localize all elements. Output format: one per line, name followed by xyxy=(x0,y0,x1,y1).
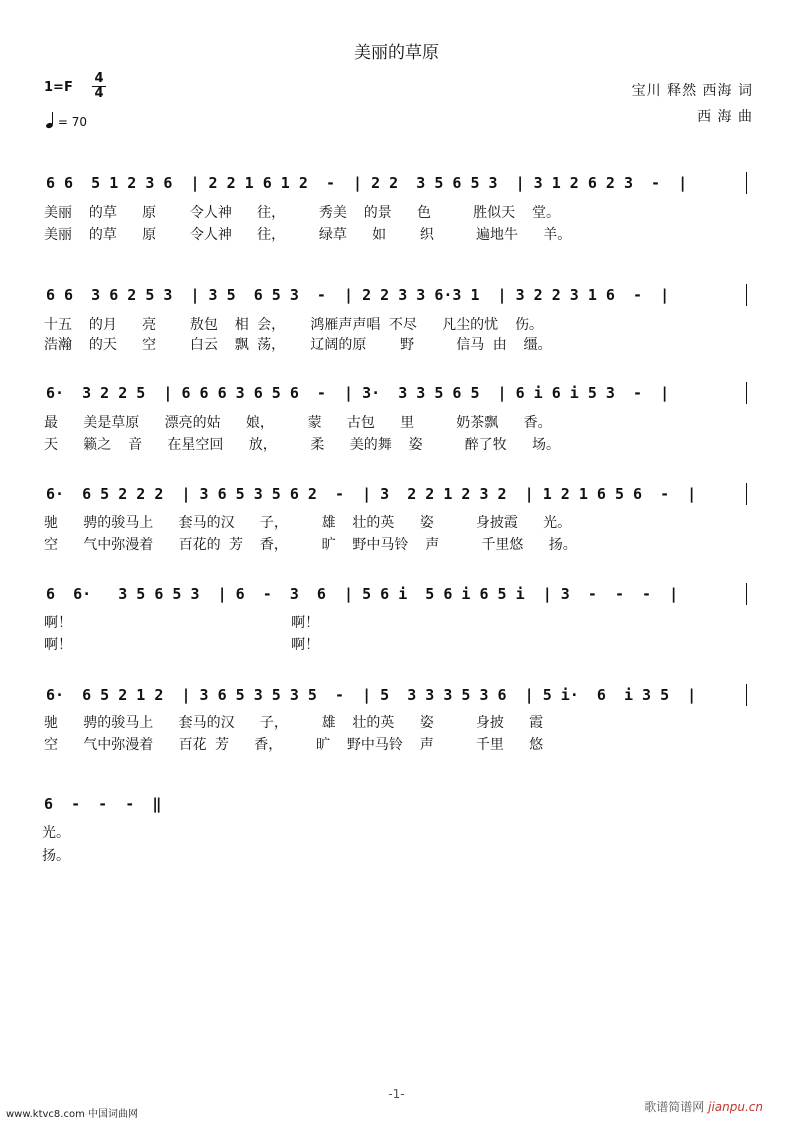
page-number: -1- xyxy=(388,1087,405,1101)
barline xyxy=(746,684,747,706)
lyrics-row-1-verse-2: 美丽 的草 原 令人神 往， 绿草 如 织 遍地牛 羊。 xyxy=(44,227,572,243)
lyrics-row-7-verse-1: 光。 xyxy=(42,825,70,841)
notation-row-3: 6· 3 2 2 5 | 6 6 6 3 6 5 6 - | 3· 3 3 5 6 5 | 6 i 6 i 5 3 - | xyxy=(46,384,670,402)
lyrics-row-7-verse-2: 扬。 xyxy=(42,848,70,864)
barline xyxy=(746,483,747,505)
lyrics-row-2-verse-2: 浩瀚 的天 空 白云 飘 荡， 辽阔的原 野 信马 由 缰。 xyxy=(44,337,552,353)
barline xyxy=(746,172,747,194)
footer-source: www.ktvc8.com 中国词曲网 xyxy=(6,1109,139,1120)
time-numerator: 4 xyxy=(92,72,106,87)
page-title: 美丽的草原 xyxy=(354,43,439,63)
notation-row-5: 6 6· 3 5 6 5 3 | 6 - 3 6 | 5 6 i 5 6 i 6 5 i | 3 - - - | xyxy=(46,585,679,603)
time-denominator: 4 xyxy=(94,86,104,101)
lyrics-row-4-verse-2: 空 气中弥漫着 百花的 芳 香， 旷 野中马铃 声 千里悠 扬。 xyxy=(44,537,577,553)
notation-row-2: 6 6 3 6 2 5 3 | 3 5 6 5 3 - | 2 2 3 3 6·3 1 | 3 2 2 3 1 6 - | xyxy=(46,286,670,304)
notation-row-6: 6· 6 5 2 1 2 | 3 6 5 3 5 3 5 - | 5 3 3 3 5 3 6 | 5 i· 6 i 3 5 | xyxy=(46,686,697,704)
lyrics-row-5-verse-2: 啊！ 啊！ xyxy=(44,637,320,653)
lyricist-credit: 宝川 释然 西海 词 xyxy=(631,83,753,99)
lyrics-row-2-verse-1: 十五 的月 亮 敖包 相 会， 鸿雁声声唱 不尽 凡尘的忧 伤。 xyxy=(44,317,544,333)
tempo-value: = 70 xyxy=(57,115,87,129)
footer-watermark xyxy=(644,1098,763,1115)
barline xyxy=(746,284,747,306)
watermark-label: 歌谱简谱网 xyxy=(644,1100,705,1114)
lyrics-row-6-verse-2: 空 气中弥漫着 百花 芳 香， 旷 野中马铃 声 千里 悠 xyxy=(44,737,544,753)
notation-row-7: 6 - - - ‖ xyxy=(44,795,162,813)
lyrics-row-3-verse-1: 最 美是草原 漂亮的姑 娘， 蒙 古包 里 奶茶飘 香。 xyxy=(44,415,552,431)
lyrics-row-4-verse-1: 驰 骋的骏马上 套马的汉 子， 雄 壮的英 姿 身披霞 光。 xyxy=(44,515,572,531)
lyrics-row-5-verse-1: 啊！ 啊！ xyxy=(44,615,320,631)
lyrics-row-1-verse-1: 美丽 的草 原 令人神 往， 秀美 的景 色 胜似天 堂。 xyxy=(44,205,561,221)
notation-row-1: 6 6 5 1 2 3 6 | 2 2 1 6 1 2 - | 2 2 3 5 6 5 3 | 3 1 2 6 2 3 - | xyxy=(46,174,688,192)
notation-row-4: 6· 6 5 2 2 2 | 3 6 5 3 5 6 2 - | 3 2 2 1 2 3 2 | 1 2 1 6 5 6 - | xyxy=(46,485,697,503)
barline xyxy=(746,583,747,605)
tempo-marking xyxy=(46,114,87,129)
lyrics-row-3-verse-2: 天 籁之 音 在星空回 放， 柔 美的舞 姿 醉了牧 场。 xyxy=(44,437,561,453)
lyrics-row-6-verse-1: 驰 骋的骏马上 套马的汉 子， 雄 壮的英 姿 身披 霞 xyxy=(44,715,544,731)
key-signature: 1=F xyxy=(44,80,73,95)
barline xyxy=(746,382,747,404)
watermark-brand: jianpu.cn xyxy=(708,1100,763,1114)
composer-credit: 西 海 曲 xyxy=(697,109,753,125)
time-signature xyxy=(92,72,106,101)
